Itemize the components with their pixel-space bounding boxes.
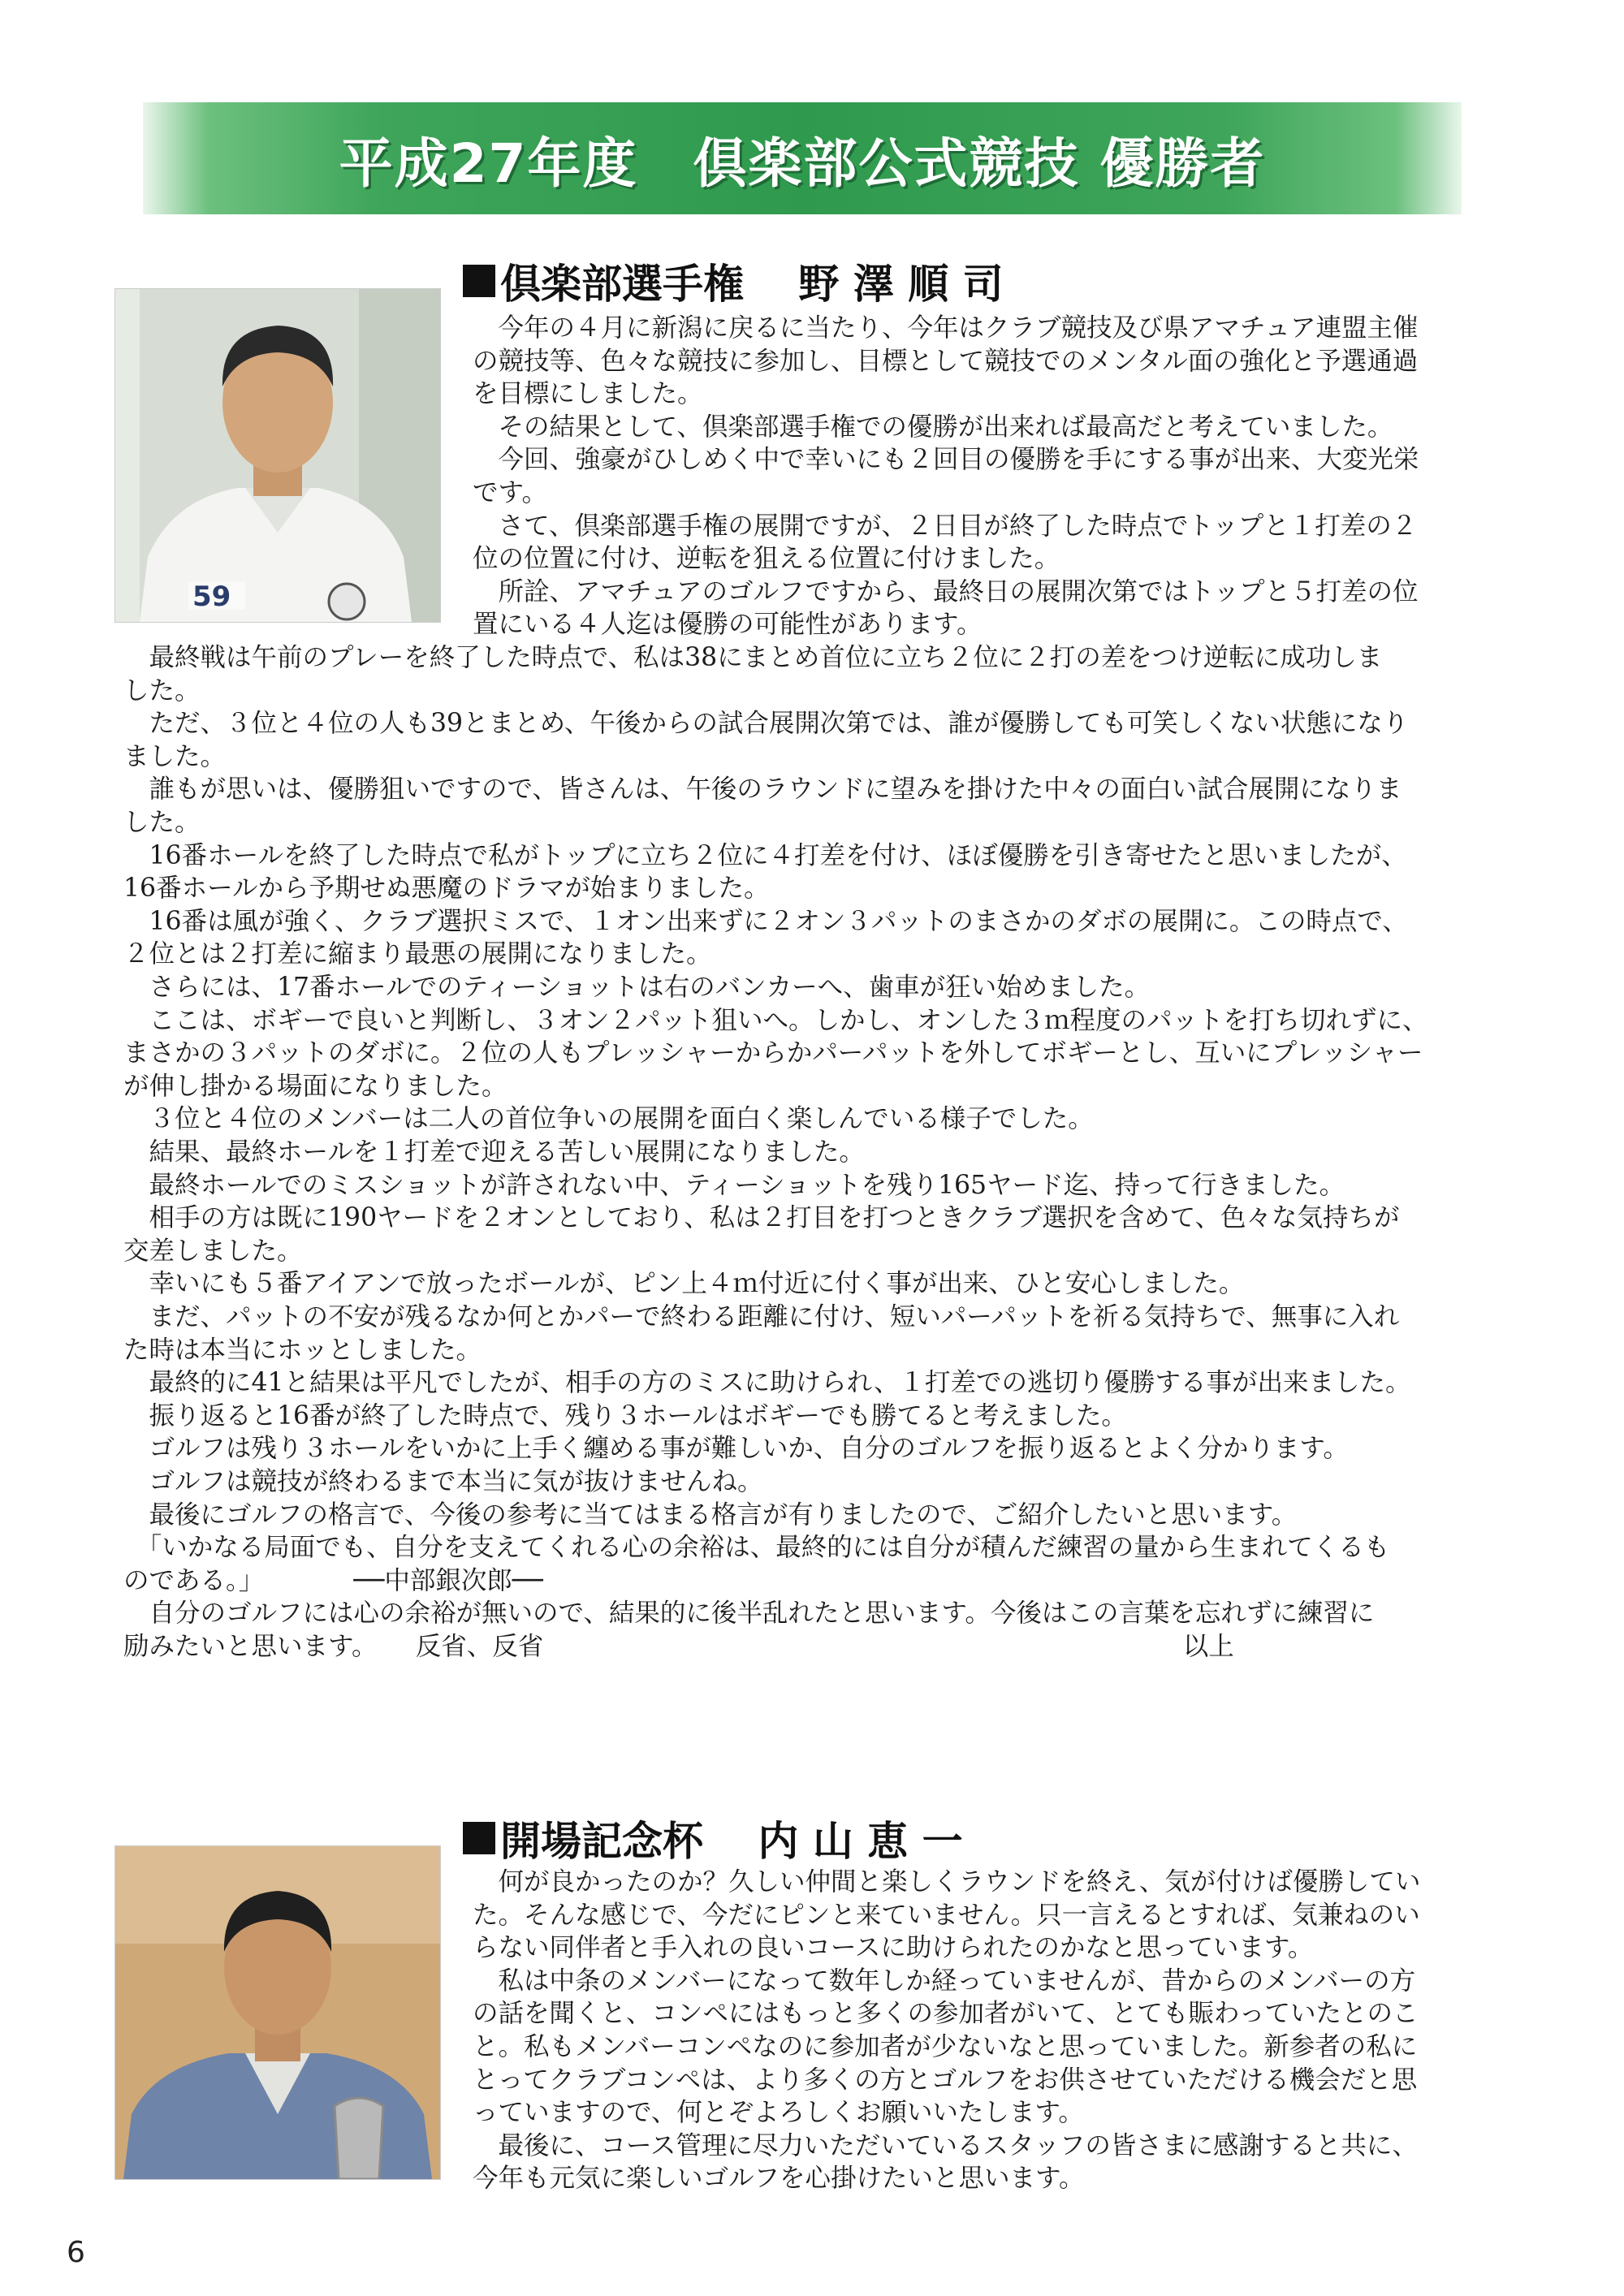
body-line: した。 xyxy=(123,808,201,837)
body-line: さらには、17番ホールでのティーショットは右のバンカーへ、歯車が狂い始めました。 xyxy=(123,973,1151,1002)
body-line: 最後にゴルフの格言で、今後の参考に当てはまる格言が有りましたので、ご紹介したいと思います。 xyxy=(123,1500,1298,1530)
page-title: 平成27年度 倶楽部公式競技 優勝者 xyxy=(339,132,1266,195)
body-line: 今年の４月に新潟に戻るに当たり、今年はクラブ競技及び県アマチュア連盟主催 xyxy=(473,313,1419,343)
body-line: ここは、ボギーで良いと判断し、３オン２パット狙いへ。しかし、オンした３ｍ程度のパットを打ち切れずに、 xyxy=(123,1005,1428,1035)
body-line: です。 xyxy=(473,478,547,507)
body-line: のである。」 ──中部銀次郎── xyxy=(123,1565,543,1595)
body-line: した。 xyxy=(123,675,201,706)
body-line: 自分のゴルフには心の余裕が無いので、結果的に後半乱れたと思います。今後はこの言葉を忘れずに練習に xyxy=(123,1599,1375,1629)
body-line: と。私もメンバーコンペなのに参加者が少ないなと思っていました。新参者の私に xyxy=(473,2032,1418,2061)
square-bullet-icon xyxy=(463,265,495,297)
body-line: の話を聞くと、コンペにはもっと多くの参加者がいて、とても賑わっていたとのこ xyxy=(473,1999,1419,2029)
body-line: 私は中条のメンバーになって数年しか経っていませんが、昔からのメンバーの方 xyxy=(473,1966,1416,1996)
body-line: 最終ホールでのミスショットが許されない中、ティーショットを残り165ヤード迄、持って行きました。 xyxy=(123,1170,1345,1200)
body-line: 交差しました。 xyxy=(123,1236,303,1266)
body-line: 16番は風が強く、クラブ選択ミスで、１オン出来ずに２オン３パットのまさかのダボの展開に。この時点で、 xyxy=(123,906,1408,936)
body-line: 励みたいと思います。 反省、反省 以上 xyxy=(123,1632,1234,1661)
body-line: 最終戦は午前のプレーを終了した時点で、私は38にまとめ首位に立ち２位に２打の差をつけ逆転に成功しま xyxy=(123,643,1383,672)
body-line: その結果として、倶楽部選手権での優勝が出来れば最高だと考えていました。 xyxy=(473,412,1393,442)
body-line: 結果、最終ホールを１打差で迎える苦しい展開になりました。 xyxy=(123,1137,865,1167)
body-line: 誰もが思いは、優勝狙いですので、皆さんは、午後のラウンドに望みを掛けた中々の面白い試合展開になりま xyxy=(123,775,1402,805)
body-line: ２位とは２打差に縮まり最悪の展開になりました。 xyxy=(123,939,712,969)
square-bullet-icon xyxy=(463,1822,495,1854)
body-line: ました。 xyxy=(123,741,227,771)
body-line: ただ、３位と４位の人も39とまとめ、午後からの試合展開次第では、誰が優勝しても可笑しくない状態になり xyxy=(123,709,1409,739)
section-heading-opening-cup xyxy=(463,1809,963,1867)
winner-photo-nozawa xyxy=(115,289,440,622)
body-line: っていますので、何とぞよろしくお願いいたします。 xyxy=(473,2098,1084,2128)
body-line: た時は本当にホッとしました。 xyxy=(123,1335,482,1365)
body-line: 置にいる４人迄は優勝の可能性があります。 xyxy=(473,610,983,640)
body-line: 最終的に41と結果は平凡でしたが、相手の方のミスに助けられ、１打差での逃切り優勝する事が出来ました。 xyxy=(123,1368,1411,1398)
body-line: 幸いにも５番アイアンで放ったボールが、ピン上４ｍ付近に付く事が出来、ひと安心しました。 xyxy=(123,1269,1245,1299)
winner-photo-uchiyama xyxy=(115,1846,440,2179)
section-heading-text: 開場記念杯 内 山 恵 一 xyxy=(500,1818,963,1865)
title-banner xyxy=(143,102,1462,214)
body-line: 今年も元気に楽しいゴルフを心掛けたいと思います。 xyxy=(473,2164,1085,2194)
body-line: 何が良かったのか？久しい仲間と楽しくラウンドを終え、気が付けば優勝してい xyxy=(473,1867,1421,1897)
page-number: 6 xyxy=(67,2236,85,2269)
svg-text:59: 59 xyxy=(192,580,231,613)
body-line: まさかの３パットのダボに。２位の人もプレッシャーからかパーパットを外してボギーとし、互いにプレッシャー xyxy=(123,1038,1423,1068)
body-line: らない同伴者と手入れの良いコースに助けられたのかなと思っています。 xyxy=(473,1933,1314,1963)
body-line: 所詮、アマチュアのゴルフですから、最終日の展開次第ではトップと５打差の位 xyxy=(473,576,1419,606)
body-line: ゴルフは競技が終わるまで本当に気が抜けませんね。 xyxy=(123,1467,763,1496)
body-line: た。そんな感じで、今だにピンと来ていません。只一言えるとすれば、気兼ねのい xyxy=(473,1900,1420,1930)
body-line: 16番ホールを終了した時点で私がトップに立ち２位に４打差を付け、ほぼ優勝を引き寄せたと思いましたが、 xyxy=(123,840,1407,870)
body-line: 位の位置に付け、逆転を狙える位置に付けました。 xyxy=(473,544,1060,574)
body-line: 相手の方は既に190ヤードを２オンとしており、私は２打目を打つときクラブ選択を含めて、色々な気持ちが xyxy=(123,1203,1400,1233)
body-line: まだ、パットの不安が残るなか何とかパーで終わる距離に付け、短いパーパットを祈る気持ちで、無事に入れ xyxy=(123,1302,1400,1331)
body-line: 16番ホールから予期せぬ悪魔のドラマが始まりました。 xyxy=(123,874,770,904)
body-line: ３位と４位のメンバーは二人の首位争いの展開を面白く楽しんでいる様子でした。 xyxy=(123,1104,1094,1134)
body-line: ゴルフは残り３ホールをいかに上手く纏める事が難しいか、自分のゴルフを振り返るとよく分かります。 xyxy=(123,1434,1349,1464)
body-line: 今回、強豪がひしめく中で幸いにも２回目の優勝を手にする事が出来、大変光栄 xyxy=(473,445,1419,475)
body-line: さて、倶楽部選手権の展開ですが、２日目が終了した時点でトップと１打差の２ xyxy=(473,511,1418,541)
body-line: 振り返ると16番が終了した時点で、残り３ホールはボギーでも勝てると考えました。 xyxy=(123,1400,1127,1431)
body-line: 最後に、コース管理に尽力いただいているスタッフの皆さまに感謝すると共に、 xyxy=(473,2130,1418,2160)
body-line: の競技等、色々な競技に参加し、目標として競技でのメンタル面の強化と予選通過 xyxy=(473,346,1419,376)
body-line: が伸し掛かる場面になりました。 xyxy=(123,1071,508,1101)
body-line: を目標にしました。 xyxy=(473,379,703,409)
body-line: 「いかなる局面でも、自分を支えてくれる心の余裕は、最終的には自分が積んだ練習の量から生まれてくるも xyxy=(123,1533,1390,1563)
section-heading-club-championship xyxy=(463,252,1004,310)
body-line: とってクラブコンペは、より多くの方とゴルフをお供させていただける機会だと思 xyxy=(473,2065,1418,2095)
section-heading-text: 倶楽部選手権 野 澤 順 司 xyxy=(500,261,1004,308)
